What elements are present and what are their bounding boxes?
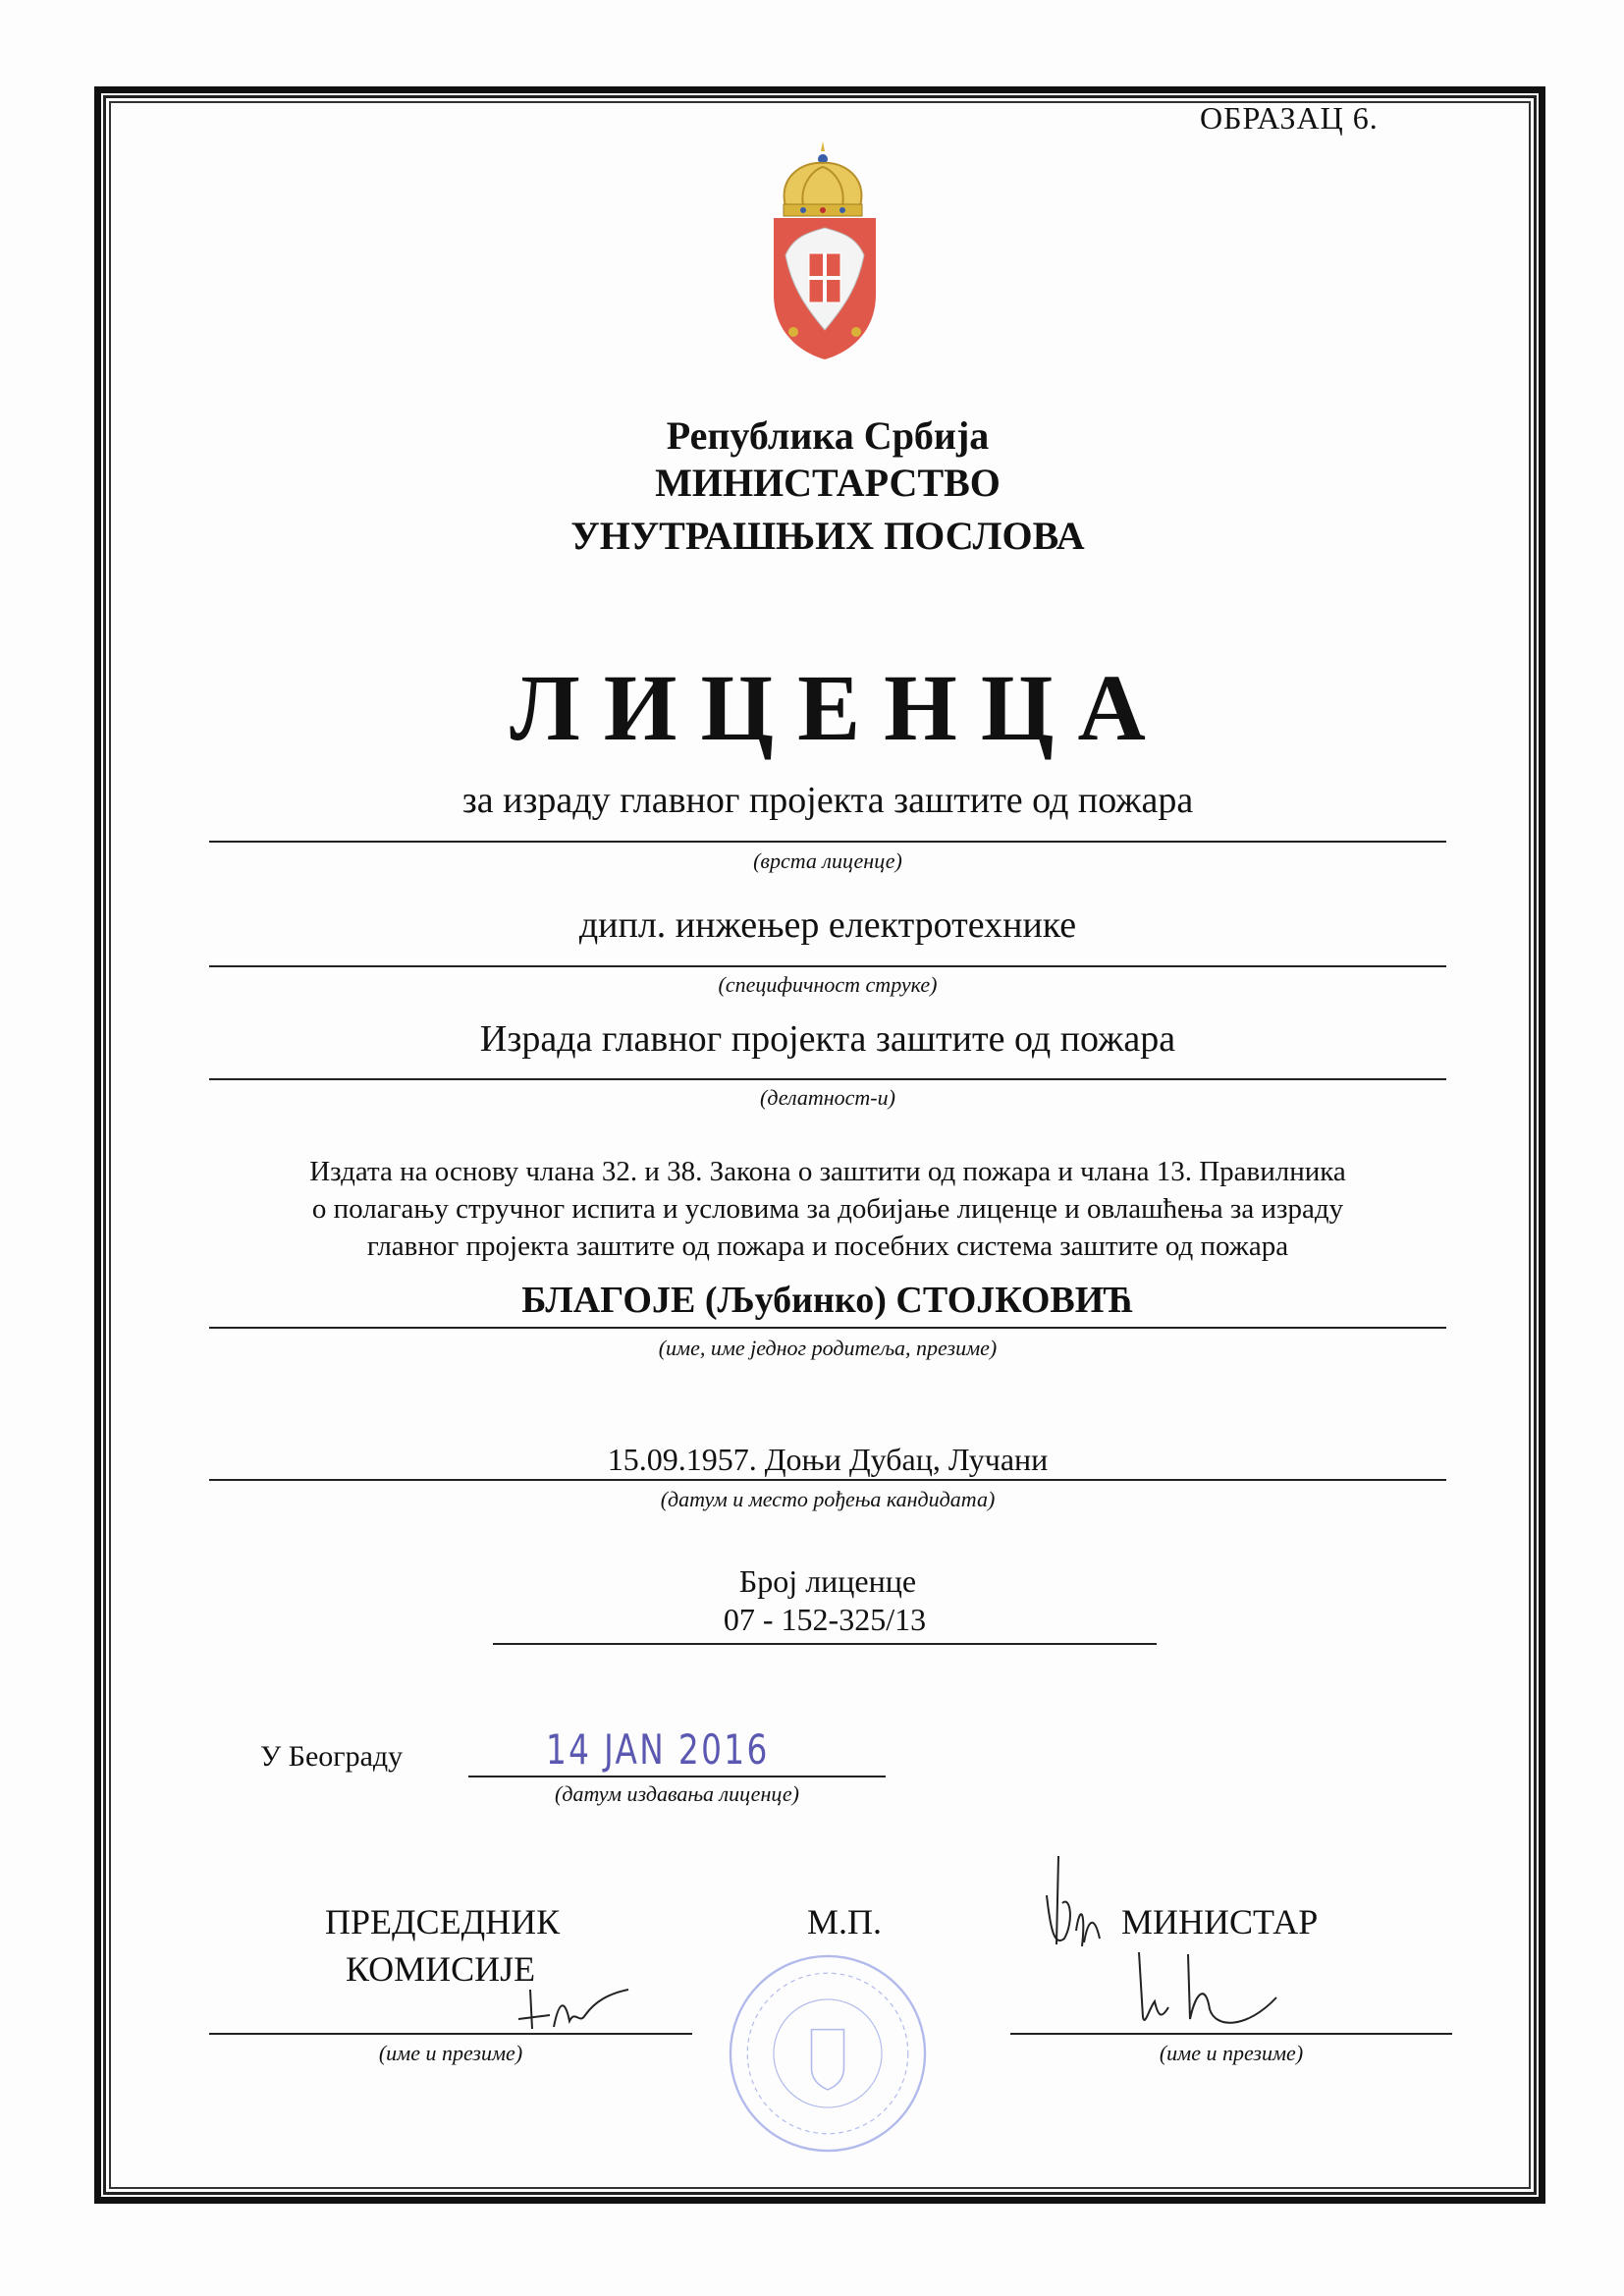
president-signature-icon (511, 1988, 687, 2031)
issue-date-caption: (датум издавања лиценце) (555, 1781, 799, 1806)
activity-rule (209, 1078, 1446, 1080)
birth-value: 15.09.1957. Доњи Дубац, Лучани (607, 1442, 1049, 1477)
minister-signature-rule (1010, 2033, 1452, 2035)
license-type-value: за израду главног пројекта заштите од пожара (461, 780, 1194, 821)
birth-caption: (датум и место рођења кандидата) (660, 1487, 996, 1511)
holder-rule (209, 1327, 1446, 1329)
minister-initials-icon (1043, 1856, 1117, 1950)
legal-basis-line-1: Издата на основу члана 32. и 38. Закона о заштити од пожара и члана 13. Правилника (309, 1156, 1346, 1187)
header-ministry: МИНИСТАРСТВО (655, 461, 1001, 505)
coat-of-arms-icon (764, 137, 886, 361)
legal-basis-line-2: о полагању стручног испита и условима за добијање лиценце и овлашћења за израду (311, 1193, 1344, 1225)
legal-basis-line-3: главног пројекта заштите од пожара и посебних система заштите од пожара (366, 1230, 1289, 1262)
president-signature-caption: (име и презиме) (378, 2041, 523, 2065)
holder-name: БЛАГОЈЕ (Љубинко) СТОЈКОВИЋ (521, 1280, 1134, 1321)
issue-place: У Београду (260, 1740, 404, 1773)
minister-title: МИНИСТАР (1121, 1902, 1319, 1941)
header-country: Република Србија (666, 413, 990, 458)
specialty-caption: (специфичност струке) (718, 972, 938, 997)
birth-rule (209, 1479, 1446, 1481)
document-title: Л И Ц Е Н Ц А (510, 655, 1146, 760)
license-number-rule (493, 1643, 1157, 1645)
license-number-value: 07 - 152-325/13 (723, 1602, 927, 1637)
activity-value: Израда главног пројекта заштите од пожара (479, 1018, 1176, 1060)
license-number-label: Број лиценце (738, 1563, 917, 1599)
activity-caption: (делатност-и) (760, 1085, 895, 1110)
president-signature-rule (209, 2033, 692, 2035)
form-label: ОБРАЗАЦ 6. (1200, 100, 1379, 136)
license-type-caption: (врста лиценце) (753, 848, 902, 873)
specialty-value: дипл. инжењер електротехнике (578, 904, 1077, 946)
minister-signature-icon (1129, 1948, 1326, 2031)
president-title: ПРЕДСЕДНИК (325, 1902, 561, 1941)
license-type-rule (209, 841, 1446, 843)
holder-caption: (име, име једног родитеља, презиме) (658, 1336, 998, 1360)
president-title-2: КОМИСИЈЕ (346, 1949, 536, 1989)
minister-signature-caption: (име и презиме) (1159, 2041, 1304, 2065)
issue-date-stamp: 14 JAN 2016 (546, 1725, 770, 1774)
crown-icon (784, 141, 862, 216)
specialty-rule (209, 965, 1446, 967)
official-seal-icon (727, 1952, 929, 2155)
header-ministry-2: УНУТРАШЊИХ ПОСЛОВА (570, 514, 1085, 558)
seal-place-label: М.П. (807, 1902, 883, 1941)
issue-date-rule (468, 1776, 886, 1777)
